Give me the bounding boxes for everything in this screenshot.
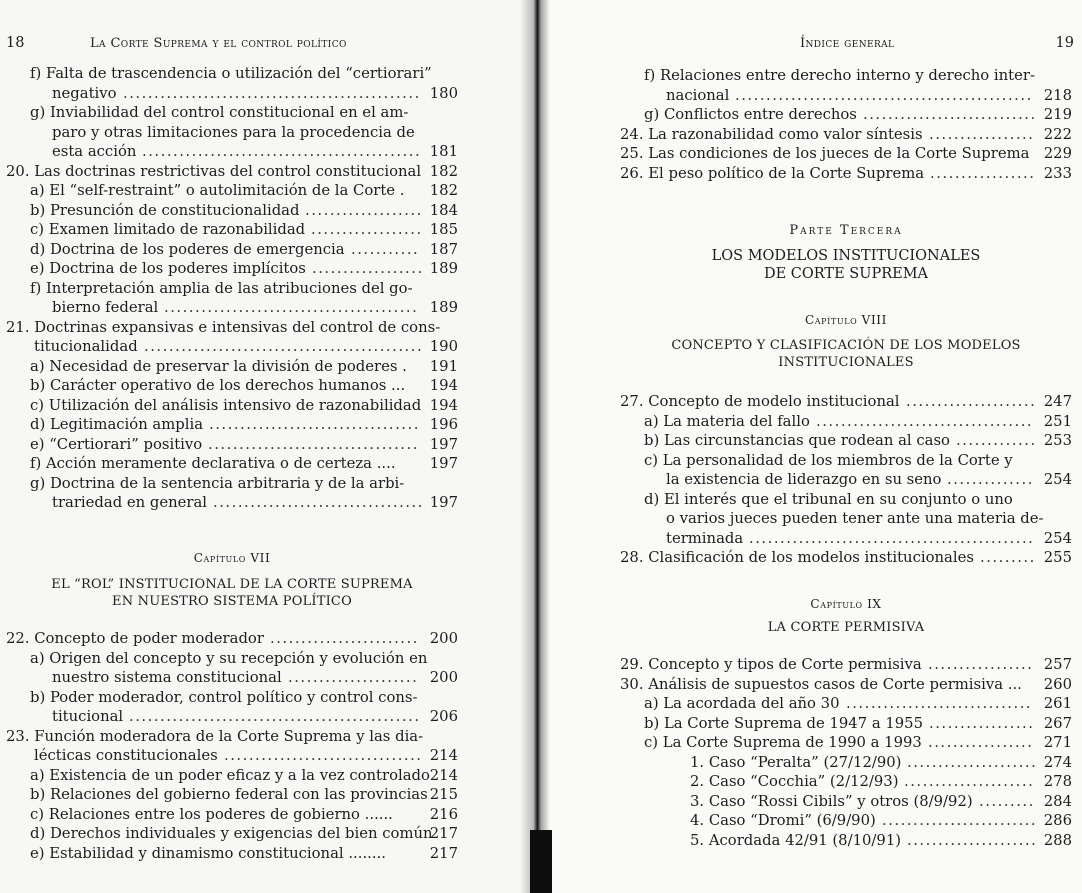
toc-entry-page: 278	[1043, 773, 1072, 790]
dot-leader: .........................	[882, 812, 1038, 829]
toc-entry-page: 267	[1043, 714, 1072, 732]
dot-leader: .............................................	[142, 143, 422, 160]
toc-entry-page: 219	[1043, 106, 1072, 123]
toc-entry-text: c) Examen limitado de razonabilidad	[30, 221, 306, 238]
dot-leader: .............	[956, 432, 1037, 449]
toc-entry	[6, 688, 458, 708]
dot-leader: ..............................................	[749, 529, 1035, 547]
toc-entry-text: g) Conflictos entre derechos	[644, 106, 857, 123]
dot-leader: ............................	[863, 106, 1037, 123]
dot-leader: .........................................	[164, 299, 419, 316]
toc-entry	[620, 675, 1072, 695]
toc-entry-page: 180	[429, 84, 458, 102]
chapter-label: Capítulo VII	[193, 550, 271, 565]
toc-entry-text: lécticas constitucionales	[34, 747, 218, 764]
dot-leader: .....................	[907, 753, 1038, 771]
toc-entry	[6, 240, 458, 260]
toc-entry-text: 21. Doctrinas expansivas e intensivas del control de cons-	[6, 318, 441, 336]
toc-entry-page: 274	[1043, 753, 1072, 771]
toc-entry	[6, 337, 458, 357]
toc-entry-page: 261	[1043, 695, 1072, 712]
toc-entry	[620, 811, 1072, 831]
dot-leader: ................................................	[123, 84, 421, 102]
toc-entry-page: 288	[1043, 831, 1072, 849]
toc-entry-page: 197	[429, 455, 458, 472]
toc-entry-text: f) Falta de trascendencia o utilización del “certiorari”	[30, 65, 432, 82]
toc-block	[620, 655, 1072, 850]
toc-entry-text: b) Presunción de constitucionalidad	[30, 201, 300, 219]
toc-entry	[6, 181, 458, 201]
toc-entry-text: 22. Concepto de poder moderador	[6, 630, 264, 647]
toc-entry	[620, 412, 1072, 432]
toc-entry-text: titucionalidad	[34, 338, 138, 355]
chapter-title-line-1: EL “ROL” INSTITUCIONAL DE LA CORTE SUPREMA	[51, 577, 413, 592]
toc-entry-text: nacional	[666, 86, 730, 104]
toc-entry-page: 214	[429, 766, 458, 784]
toc-entry	[620, 509, 1072, 529]
toc-entry-text: titucional	[52, 708, 124, 725]
toc-entry	[6, 454, 458, 474]
toc-entry-text: 25. Las condiciones de los jueces de la Corte Suprema	[620, 145, 1030, 162]
chapter-title-line-2: EN NUESTRO SISTEMA POLÍTICO	[112, 594, 352, 609]
toc-entry	[6, 474, 458, 494]
toc-entry-page: 182	[429, 182, 458, 199]
dot-leader: ..............	[947, 471, 1034, 488]
toc-entry	[6, 357, 458, 377]
toc-entry-text: trariedad en general	[52, 494, 208, 511]
toc-entry-page: 200	[429, 669, 458, 686]
chapter-title-line-1: LA CORTE PERMISIVA	[767, 620, 925, 635]
toc-entry-page: 218	[1043, 86, 1072, 104]
right-toc	[620, 66, 1072, 850]
chapter-label: Capítulo VIII	[805, 312, 887, 327]
dot-leader: ........................	[270, 630, 419, 647]
toc-entry	[620, 490, 1072, 510]
dot-leader: .............................................	[144, 338, 424, 355]
toc-entry-text: e) “Certiorari” positivo	[30, 435, 203, 453]
toc-entry-page: 216	[429, 805, 458, 823]
toc-entry-page: 187	[429, 240, 458, 258]
toc-entry-page: 197	[429, 494, 458, 511]
toc-entry	[6, 259, 458, 279]
toc-entry	[620, 831, 1072, 851]
left-toc	[6, 64, 458, 863]
toc-block	[6, 629, 458, 863]
toc-entry	[620, 125, 1072, 145]
toc-entry-text: paro y otras limitaciones para la procedencia de	[52, 123, 415, 141]
toc-entry	[620, 144, 1072, 164]
page-number: 18	[6, 35, 25, 51]
toc-entry	[620, 694, 1072, 714]
dot-leader: .................	[929, 714, 1035, 732]
toc-entry-text: f) Interpretación amplia de las atribuciones del go-	[30, 279, 413, 297]
dot-leader: ................................	[224, 747, 423, 764]
toc-entry	[6, 201, 458, 221]
toc-entry-page: 206	[429, 708, 458, 725]
toc-entry-page: 217	[429, 825, 458, 842]
dot-leader: ...........	[351, 240, 420, 258]
toc-entry	[620, 451, 1072, 471]
toc-entry-text: f) Relaciones entre derecho interno y derecho inter-	[644, 67, 1035, 84]
toc-entry-text: nuestro sistema constitucional	[52, 669, 282, 686]
toc-entry	[6, 220, 458, 240]
page-number: 19	[1055, 35, 1074, 51]
toc-entry-text: d) Derechos individuales y exigencias del bien común	[30, 825, 433, 842]
running-head: Índice general	[800, 36, 895, 51]
toc-entry	[620, 714, 1072, 734]
toc-entry-text: c) Utilización del análisis intensivo de razonabilidad	[30, 396, 422, 414]
dot-leader: ..................................	[213, 494, 424, 511]
toc-entry	[6, 415, 458, 435]
toc-entry-text: 23. Función moderadora de la Corte Suprema y las dia-	[6, 727, 424, 745]
toc-entry-text: 4. Caso “Dromi” (6/9/90)	[690, 812, 876, 829]
dot-leader: ..................	[311, 221, 423, 238]
toc-entry-page: 194	[429, 377, 458, 394]
toc-block	[620, 392, 1072, 568]
toc-entry	[6, 766, 458, 786]
toc-entry-text: e) Doctrina de los poderes implícitos	[30, 260, 306, 277]
toc-entry	[620, 392, 1072, 412]
toc-entry-page: 200	[429, 630, 458, 647]
part-label: Parte Tercera	[789, 223, 903, 238]
toc-entry	[6, 493, 458, 513]
toc-entry-text: b) Carácter operativo de los derechos humanos ...	[30, 377, 406, 394]
toc-entry	[6, 376, 458, 396]
toc-entry	[6, 298, 458, 318]
toc-entry-text: 28. Clasificación de los modelos institucionales	[620, 549, 974, 566]
toc-entry-page: 254	[1043, 471, 1072, 488]
toc-entry-page: 253	[1043, 432, 1072, 449]
toc-entry-page: 229	[1043, 145, 1072, 162]
toc-entry-text: f) Acción meramente declarativa o de certeza ....	[30, 455, 396, 472]
dot-leader: ................................................	[735, 86, 1033, 104]
toc-entry-text: g) Doctrina de la sentencia arbitraria y de la arbi-	[30, 474, 405, 492]
left-page	[0, 0, 536, 893]
toc-entry	[6, 142, 458, 162]
toc-entry	[620, 733, 1072, 753]
toc-entry	[6, 162, 458, 182]
dot-leader: .........	[979, 792, 1035, 810]
toc-entry	[6, 707, 458, 727]
toc-entry-text: g) Inviabilidad del control constitucional en el am-	[30, 104, 409, 121]
toc-entry-page: 284	[1043, 792, 1072, 810]
dot-leader: .....................	[288, 669, 419, 686]
toc-entry-text: b) Relaciones del gobierno federal con las provincias	[30, 786, 428, 803]
toc-entry-text: c) La Corte Suprema de 1990 a 1993	[644, 734, 922, 751]
running-head: La Corte Suprema y el control político	[90, 36, 347, 51]
toc-entry-page: 184	[429, 201, 458, 219]
toc-entry	[6, 649, 458, 669]
right-header	[540, 34, 1082, 54]
toc-entry	[6, 84, 458, 104]
toc-entry-text: e) Estabilidad y dinamismo constitucional ........	[30, 844, 386, 862]
toc-entry-page: 197	[429, 435, 458, 453]
toc-entry	[6, 824, 458, 844]
toc-entry-text: la existencia de liderazgo en su seno	[666, 471, 942, 488]
toc-entry	[6, 279, 458, 299]
toc-entry-text: o varios jueces pueden tener ante una materia de-	[666, 510, 1044, 527]
toc-block	[620, 66, 1072, 183]
dot-leader: ..................................	[208, 435, 419, 453]
toc-entry	[620, 655, 1072, 675]
toc-entry-text: a) Necesidad de preservar la división de poderes .	[30, 357, 407, 375]
toc-entry-text: 30. Análisis de supuestos casos de Corte permisiva ...	[620, 675, 1022, 693]
dot-leader: .................	[928, 656, 1034, 673]
toc-entry	[6, 103, 458, 123]
toc-entry-page: 189	[429, 260, 458, 277]
dot-leader: ..............................	[846, 695, 1033, 712]
dot-leader: ...............................................	[129, 708, 421, 725]
toc-entry-page: 191	[429, 357, 458, 375]
part-title-line-2: DE CORTE SUPREMA	[763, 265, 929, 282]
toc-entry-page: 254	[1043, 529, 1072, 547]
toc-entry-text: 5. Acordada 42/91 (8/10/91)	[690, 831, 902, 849]
toc-entry-text: 1. Caso “Peralta” (27/12/90)	[690, 753, 902, 771]
dot-leader: .....................	[906, 393, 1037, 410]
toc-entry-text: d) Legitimación amplia	[30, 416, 204, 433]
toc-entry	[6, 805, 458, 825]
toc-entry-text: a) Existencia de un poder eficaz y a la vez controlado	[30, 766, 430, 784]
dot-leader: .....................	[907, 831, 1038, 849]
toc-block	[6, 64, 458, 513]
toc-entry-page: 255	[1043, 549, 1072, 566]
dot-leader: .................	[930, 164, 1036, 182]
toc-entry-page: 196	[429, 416, 458, 433]
toc-entry-page: 181	[429, 143, 458, 160]
toc-entry-text: 3. Caso “Rossi Cibils” y otros (8/9/92)	[690, 792, 973, 810]
toc-entry-page: 194	[429, 396, 458, 414]
left-header	[0, 34, 536, 54]
dot-leader: .................	[928, 734, 1034, 751]
dot-leader: .........	[980, 549, 1036, 566]
toc-entry	[620, 792, 1072, 812]
dot-leader: .................	[929, 125, 1035, 143]
book-gutter	[520, 0, 550, 893]
toc-entry-page: 260	[1043, 675, 1072, 693]
toc-entry-page: 190	[429, 338, 458, 355]
toc-entry-text: a) La materia del fallo	[644, 412, 810, 430]
toc-entry-text: d) El interés que el tribunal en su conjunto o uno	[644, 490, 1013, 508]
toc-entry-text: c) La personalidad de los miembros de la Corte y	[644, 451, 1013, 469]
toc-entry-page: 251	[1043, 412, 1072, 430]
toc-entry-page: 215	[429, 786, 458, 803]
toc-entry	[6, 668, 458, 688]
toc-entry	[6, 844, 458, 864]
toc-entry-page: 214	[429, 747, 458, 764]
toc-entry-text: negativo	[52, 84, 117, 102]
toc-entry-text: a) El “self-restraint” o autolimitación de la Corte .	[30, 182, 405, 199]
toc-entry-text: 29. Concepto y tipos de Corte permisiva	[620, 656, 922, 673]
toc-entry	[620, 772, 1072, 792]
toc-entry	[620, 105, 1072, 125]
part-title-line-1: LOS MODELOS INSTITUCIONALES	[711, 247, 981, 264]
gutter-shadow	[530, 830, 552, 893]
toc-entry	[6, 396, 458, 416]
toc-entry-text: a) Origen del concepto y su recepción y evolución en	[30, 649, 428, 667]
toc-entry-page: 233	[1043, 164, 1072, 182]
toc-entry-text: 24. La razonabilidad como valor síntesis	[620, 125, 923, 143]
toc-entry	[6, 746, 458, 766]
right-page	[540, 0, 1082, 893]
toc-entry-page: 189	[429, 299, 458, 316]
toc-entry-page: 271	[1043, 734, 1072, 751]
toc-entry-text: 26. El peso político de la Corte Suprema	[620, 164, 925, 182]
dot-leader: ..................	[312, 260, 424, 277]
chapter-title-line-1: CONCEPTO Y CLASIFICACIÓN DE LOS MODELOS	[671, 338, 1021, 353]
toc-entry-text: a) La acordada del año 30	[644, 695, 840, 712]
toc-entry	[6, 64, 458, 84]
chapter-title-line-2: INSTITUCIONALES	[778, 355, 914, 370]
toc-entry-page: 257	[1043, 656, 1072, 673]
toc-entry	[6, 727, 458, 747]
toc-entry-text: d) Doctrina de los poderes de emergencia	[30, 240, 345, 258]
toc-entry-page: 185	[429, 221, 458, 238]
toc-entry-text: 20. Las doctrinas restrictivas del control constitucional	[6, 162, 422, 180]
toc-entry	[620, 548, 1072, 568]
toc-entry	[6, 629, 458, 649]
dot-leader: ..................................	[209, 416, 420, 433]
toc-entry	[620, 431, 1072, 451]
dot-leader: ...................................	[816, 412, 1034, 430]
toc-entry-page: 222	[1043, 125, 1072, 143]
chapter-label: Capítulo IX	[810, 596, 882, 611]
toc-entry	[620, 164, 1072, 184]
dot-leader: ...................	[305, 201, 423, 219]
toc-entry-text: b) Las circunstancias que rodean al caso	[644, 432, 950, 449]
toc-entry-text: 27. Concepto de modelo institucional	[620, 393, 900, 410]
toc-entry	[620, 529, 1072, 549]
toc-entry-text: terminada	[666, 529, 744, 547]
toc-entry-page: 182	[429, 162, 458, 180]
toc-entry-text: 2. Caso “Cocchia” (2/12/93)	[690, 773, 899, 790]
toc-entry-page: 286	[1043, 812, 1072, 829]
toc-entry	[620, 753, 1072, 773]
toc-entry-text: b) Poder moderador, control político y control cons-	[30, 688, 418, 706]
toc-entry-text: esta acción	[52, 143, 137, 160]
toc-entry	[620, 86, 1072, 106]
toc-entry-text: bierno federal	[52, 299, 159, 316]
toc-entry-page: 217	[429, 844, 458, 862]
toc-entry	[620, 66, 1072, 86]
toc-entry	[6, 318, 458, 338]
toc-entry-text: b) La Corte Suprema de 1947 a 1955	[644, 714, 924, 732]
toc-entry	[6, 785, 458, 805]
dot-leader: .....................	[904, 773, 1035, 790]
toc-entry-page: 247	[1043, 393, 1072, 410]
toc-entry	[6, 435, 458, 455]
toc-entry	[6, 123, 458, 143]
toc-entry-text: c) Relaciones entre los poderes de gobierno ......	[30, 805, 393, 823]
toc-entry	[620, 470, 1072, 490]
